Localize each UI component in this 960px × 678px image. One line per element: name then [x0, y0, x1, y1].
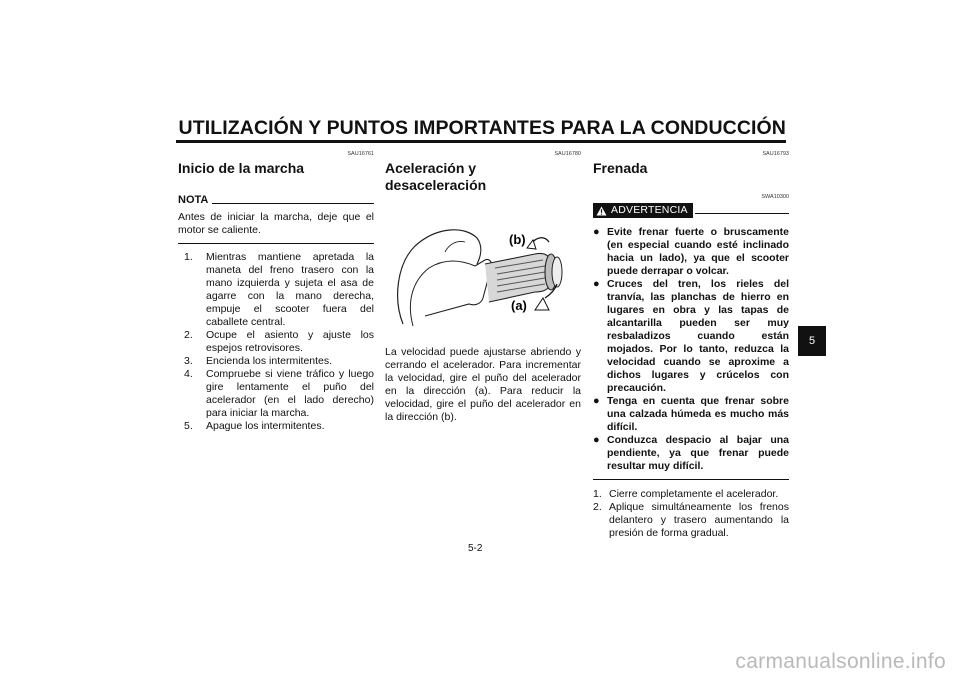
page-number: 5-2 — [468, 543, 483, 554]
warning-divider — [695, 213, 789, 214]
bullet-icon: ● — [593, 278, 600, 290]
column-start — [178, 150, 374, 433]
section-code: SAU16793 — [762, 151, 789, 157]
nota-end-divider — [178, 243, 374, 244]
list-item: 2. Aplique simultáneamente los frenos delantero y trasero aumentando la presión de forma gradual. — [593, 501, 789, 539]
page-title: UTILIZACIÓN Y PUNTOS IMPORTANTES PARA LA CONDUCCIÓN — [178, 117, 786, 139]
nota-header — [178, 194, 374, 206]
list-item: ● Tenga en cuenta que frenar sobre una calzada húmeda es mucho más difícil. — [593, 395, 789, 433]
column-braking — [593, 150, 789, 540]
figure-label-a: (a) — [511, 298, 527, 313]
bullet-icon: ● — [593, 395, 600, 407]
list-item: 5. Apague los intermitentes. — [184, 420, 325, 432]
throttle-grip-illustration — [385, 204, 581, 336]
chapter-tab: 5 — [798, 326, 826, 356]
list-item: 3. Encienda los intermitentes. — [184, 355, 333, 367]
bullet-icon: ● — [593, 226, 600, 238]
list-item: 1. Cierre completamente el acelerador. — [593, 488, 779, 500]
column-acceleration — [385, 150, 581, 424]
warning-end-divider — [593, 479, 789, 480]
list-item: ● Evite frenar fuerte o bruscamente (en especial cuando esté inclinado hacia un lado), ya que el scooter puede derrapar o volcar. — [593, 226, 789, 277]
warning-header — [593, 203, 789, 218]
section-code: SAU16780 — [554, 151, 581, 157]
section-code: SAU16761 — [347, 151, 374, 157]
list-item: 4. Compruebe si viene tráfico y luego gire lentamente el puño del acelerador (en el lado derecho) para iniciar la marcha. — [184, 368, 374, 419]
watermark: carmanualsonline.info — [735, 650, 946, 673]
nota-label: NOTA — [178, 194, 209, 206]
warning-label: ADVERTENCIA — [611, 204, 688, 216]
warning-triangle-icon — [596, 206, 607, 216]
start-steps-list — [178, 251, 374, 433]
figure-label-b: (b) — [509, 232, 526, 247]
nota-divider — [212, 203, 374, 204]
bullet-icon: ● — [593, 434, 600, 446]
list-item: ● Cruces del tren, los rieles del tranvía, las planchas de hierro en lugares en obra y las tapas de alcantarilla pueden ser muy resbaladizos cuando están mojados. Por lo tanto, reduzca la velocidad cuando se aproxime a dichos lugares y crúcelos con precaución. — [593, 278, 789, 394]
braking-steps-list — [593, 488, 789, 540]
warning-code: SWA10300 — [761, 194, 789, 200]
section-title-start: Inicio de la marcha — [178, 160, 305, 176]
list-item: ● Conduzca despacio al bajar una pendiente, ya que frenar puede resultar muy difícil. — [593, 434, 789, 472]
warning-list — [593, 226, 789, 473]
section-title-braking: Frenada — [593, 160, 648, 176]
section-title-acceleration: Aceleración y desaceleración — [385, 160, 487, 193]
nota-text: Antes de iniciar la marcha, deje que el motor se caliente. — [178, 211, 374, 236]
title-rule — [176, 140, 786, 143]
acceleration-paragraph: La velocidad puede ajustarse abriendo y cerrando el acelerador. Para incrementar la velocidad, gire el puño del acelerador en la dirección (a). Para reducir la velocidad, gire el puño del acelerador en la dirección (b). — [385, 346, 581, 423]
list-item: 2. Ocupe el asiento y ajuste los espejos retrovisores. — [184, 329, 374, 354]
list-item: 1. Mientras mantiene apretada la maneta del freno trasero con la mano izquierda y sujeta el asa de agarre con la mano derecha, empuje el scooter fuera del caballete central. — [184, 251, 374, 328]
warning-badge — [593, 203, 693, 218]
